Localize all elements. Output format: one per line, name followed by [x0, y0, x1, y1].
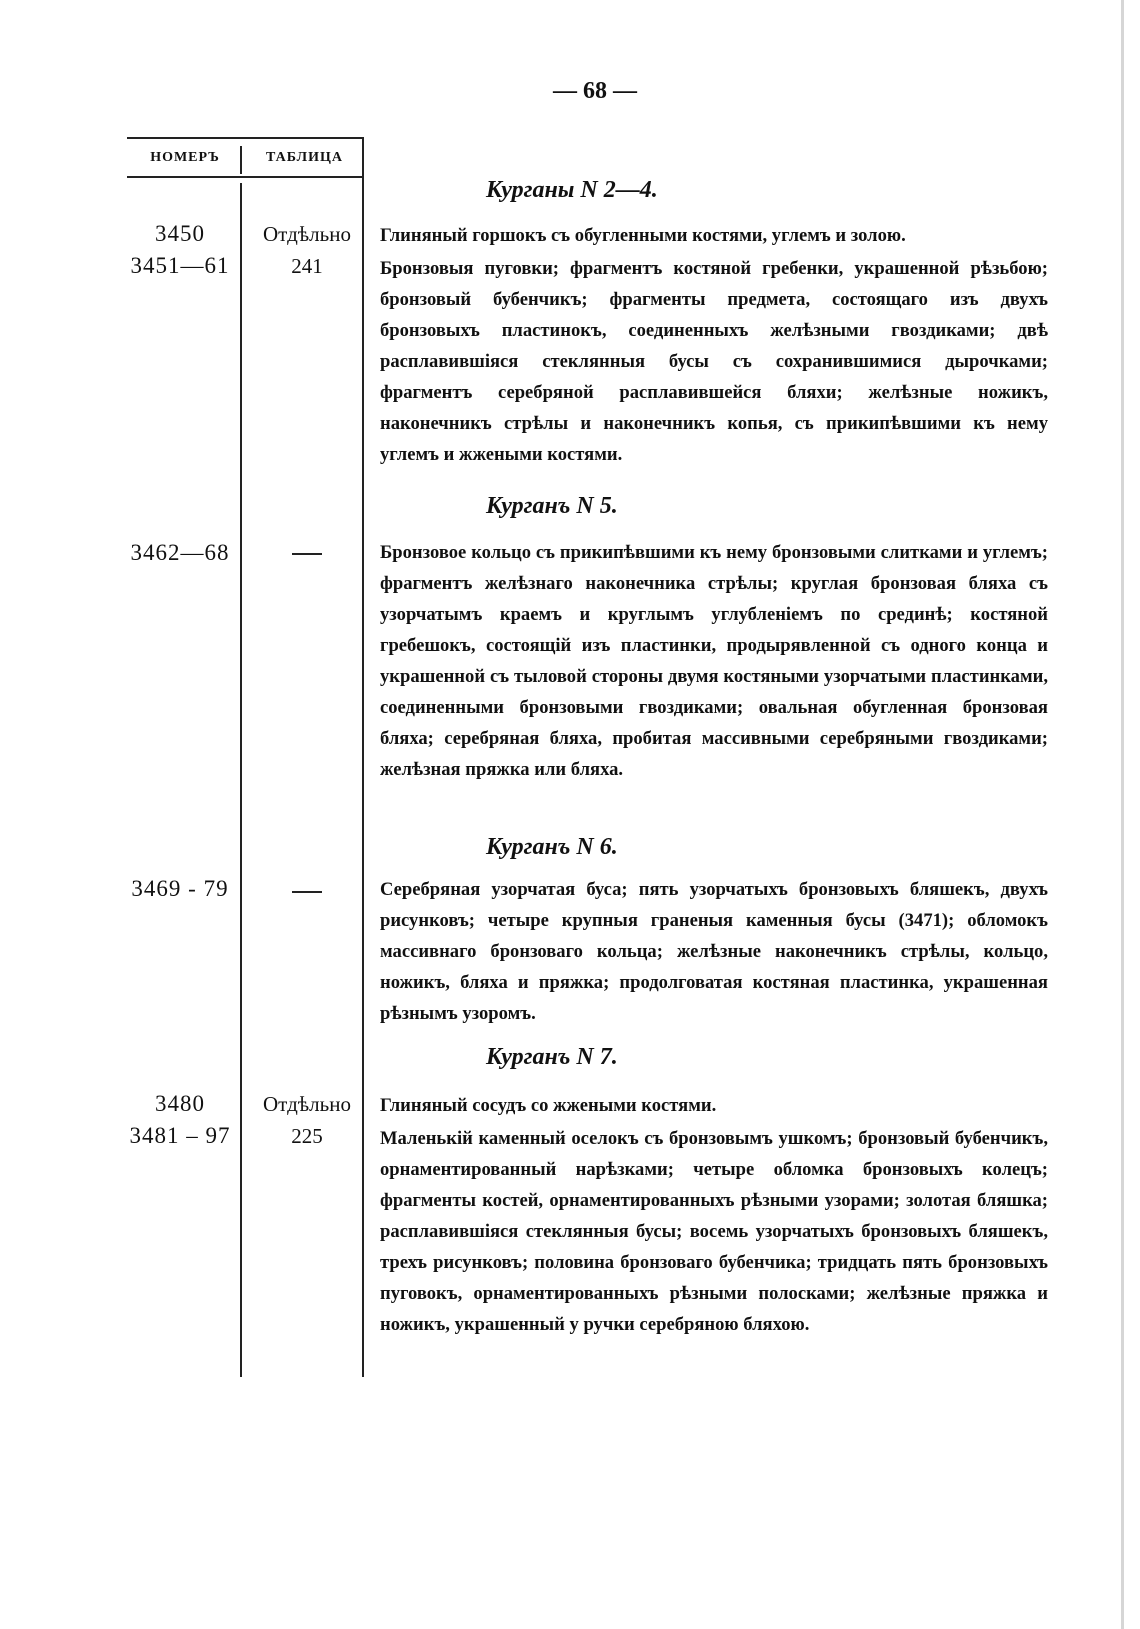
- item-number: 3481 – 97: [129, 1123, 231, 1148]
- item-number: 3469 - 79: [131, 876, 229, 901]
- item-table-dash: [292, 891, 322, 893]
- page-edge: [1121, 0, 1124, 1629]
- item-table: Отдѣльно: [263, 222, 351, 246]
- item-description: Глиняный горшокъ съ обугленными костями, углемъ и золою.: [380, 225, 906, 246]
- section-heading: Курганы N 2—4.: [486, 177, 658, 203]
- item-description: Глиняный сосудъ со жжеными костями.: [380, 1095, 717, 1116]
- item-number: 3451—61: [130, 253, 230, 278]
- column-divider-1-body: [240, 183, 242, 1377]
- header-top-rule: [127, 137, 364, 139]
- item-table: 241: [291, 254, 323, 278]
- header-table: ТАБЛИЦА: [266, 150, 343, 165]
- section-heading: Курганъ N 5.: [486, 493, 618, 519]
- section-heading: Курганъ N 6.: [486, 834, 618, 860]
- item-description: Бронзовыя пуговки; фрагментъ костяной гребенки, украшенной рѣзьбою; бронзовый бубенчикъ; фрагменты предмета, состоящаго изъ двухъ бронзовыхъ пластинокъ, соединенныхъ желѣзными гвоздиками; двѣ расплавившіяся стеклянныя бусы съ сохранившимися дырочками; фрагментъ серебряной расплавившейся бляхи; желѣзные ножикъ, наконечникъ стрѣлы и наконечникъ копья, съ прикипѣвшими къ нему углемъ и жжеными костями.: [380, 258, 1048, 465]
- page-number: — 68 —: [553, 78, 637, 104]
- column-divider-1: [240, 146, 242, 174]
- item-number: 3450: [155, 221, 205, 246]
- item-table: Отдѣльно: [263, 1092, 351, 1116]
- header-number: НОМЕРЪ: [150, 150, 220, 165]
- item-table-dash: [292, 553, 322, 555]
- item-description: Маленькій каменный оселокъ съ бронзовымъ ушкомъ; бронзовый бубенчикъ, орнаментированный нарѣзками; четыре обломка бронзовыхъ колецъ; фрагменты костей, орнаментированныхъ рѣзными узорами; золотая бляшка; расплавившіяся стеклянныя бусы; восемь узорчатыхъ бронзовыхъ бляшекъ, трехъ рисунковъ; половина бронзоваго бубенчика; тридцать пять бронзовыхъ пуговокъ, орнаментированныхъ рѣзными полосками; желѣзные пряжка и ножикъ, украшенный у ручки серебряною бляхою.: [380, 1128, 1048, 1335]
- item-number: 3462—68: [130, 540, 230, 565]
- item-description: Серебряная узорчатая буса; пять узорчатыхъ бронзовыхъ бляшекъ, двухъ рисунковъ; четыре крупныя граненыя каменныя бусы (3471); обломокъ массивнаго бронзоваго кольца; желѣзные наконечникъ стрѣлы, кольцо, ножикъ, бляха и пряжка; продолговатая костяная пластинка, украшенная рѣзнымъ узоромъ.: [380, 879, 1048, 1024]
- section-heading: Курганъ N 7.: [486, 1044, 618, 1070]
- item-number: 3480: [155, 1091, 205, 1116]
- column-divider-2: [362, 137, 364, 1377]
- item-description: Бронзовое кольцо съ прикипѣвшими къ нему бронзовыми слитками и углемъ; фрагментъ желѣзнаго наконечника стрѣлы; круглая бронзовая бляха съ узорчатымъ краемъ и круглымъ углубленіемъ по срединѣ; костяной гребешокъ, состоящій изъ пластинки, продырявленной съ одного конца и украшенной съ тыловой стороны двумя костяными узорчатыми пластинками, соединенными бронзовыми гвоздиками; овальная обугленная бронзовая бляха; серебряная бляха, пробитая массивными серебряными гвоздиками; желѣзная пряжка или бляха.: [380, 542, 1048, 780]
- item-table: 225: [291, 1124, 323, 1148]
- header-bottom-rule: [127, 176, 364, 178]
